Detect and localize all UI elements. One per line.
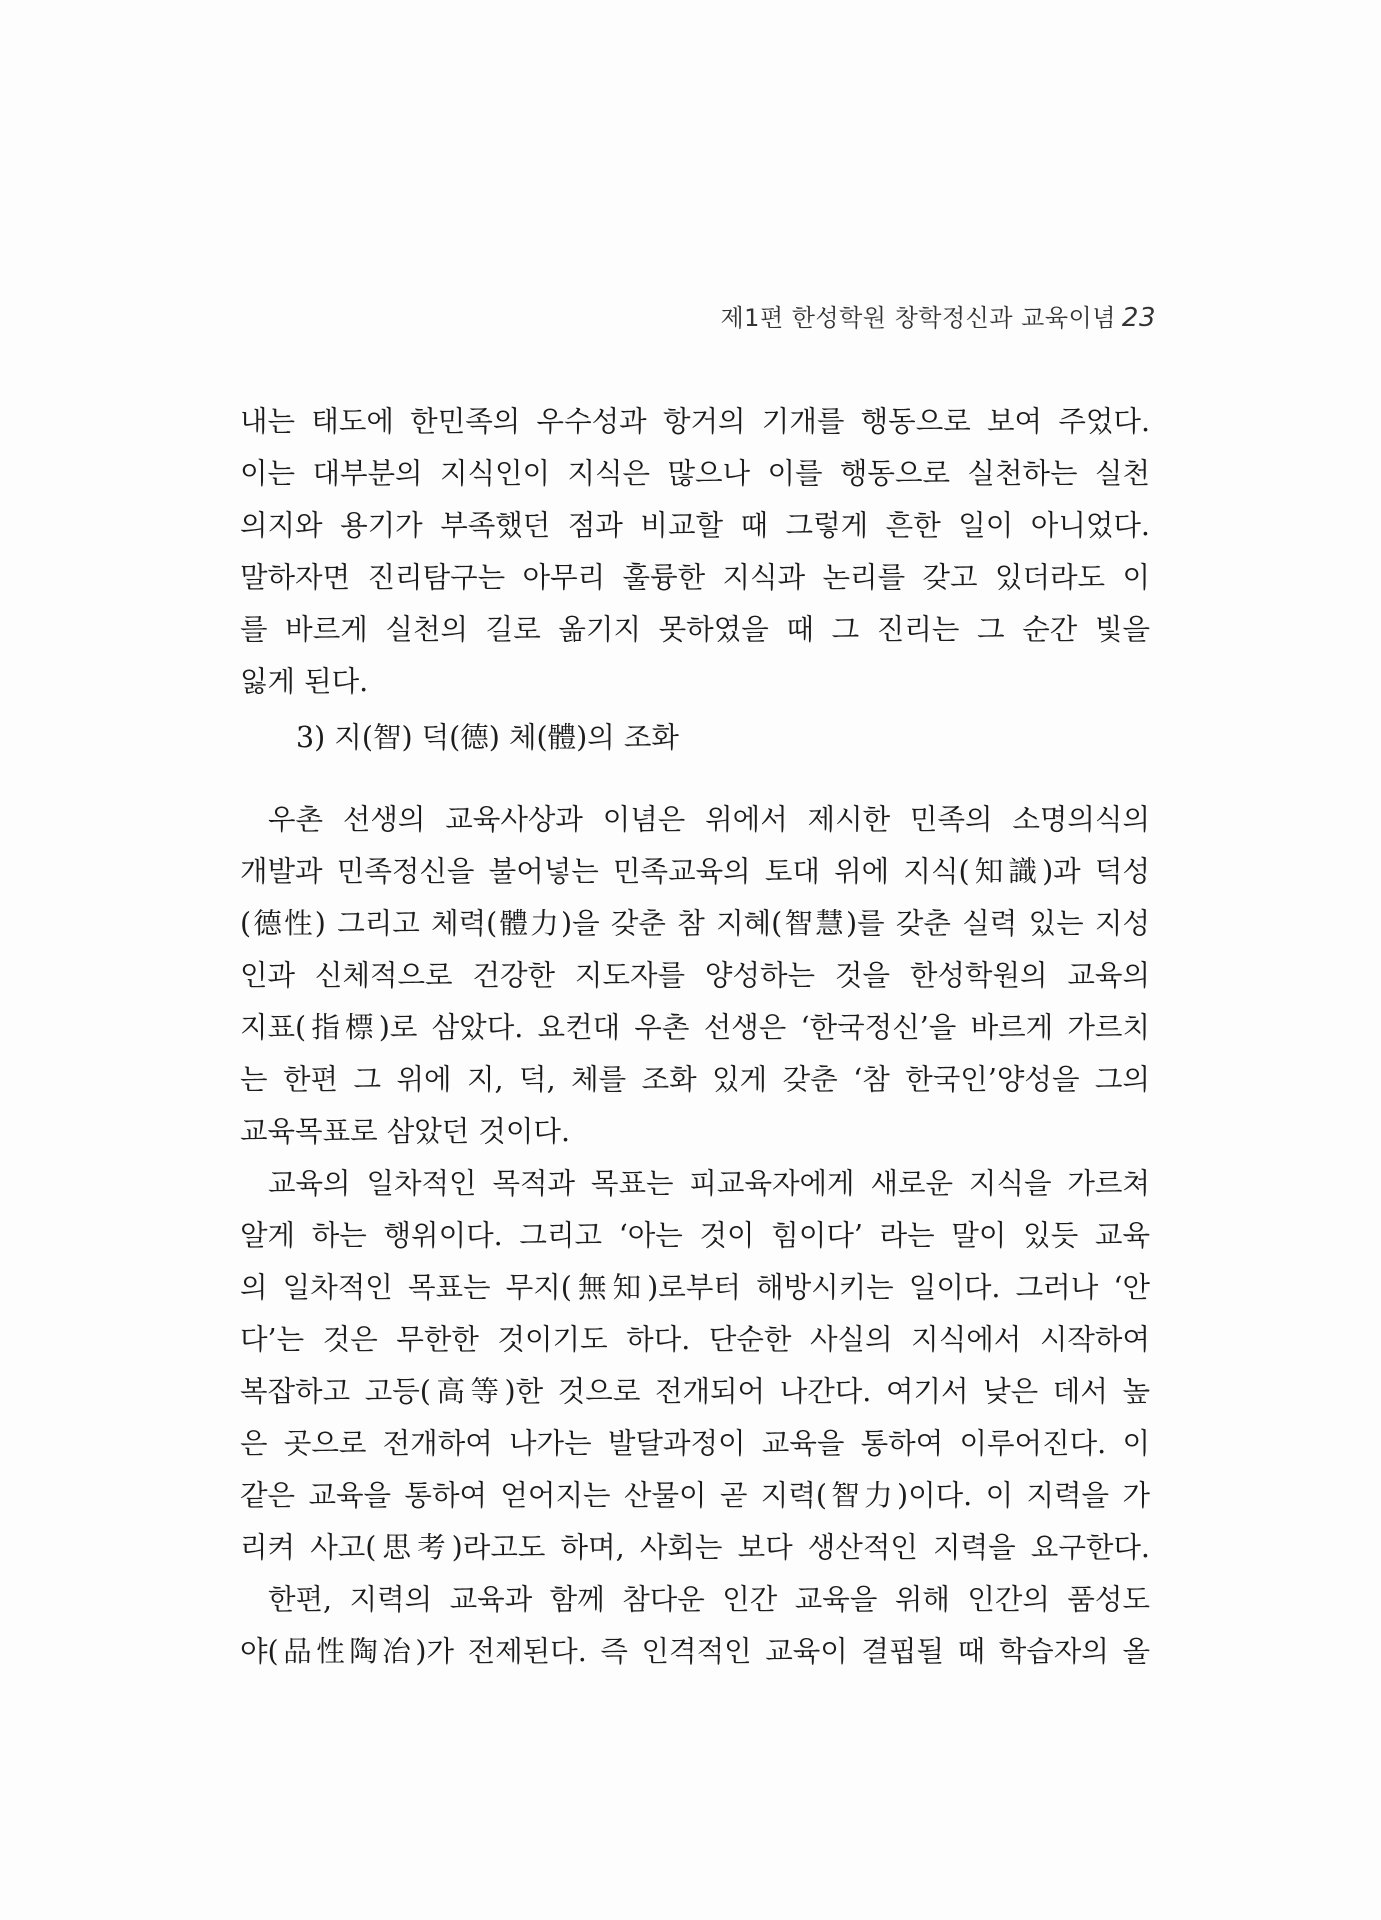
text-line: 복잡하고 고등(高等)한 것으로 전개되어 나간다. 여기서 낮은 데서 높 bbox=[240, 1375, 1150, 1408]
text-line: 잃게 된다. bbox=[240, 665, 369, 698]
text-line: 한편, 지력의 교육과 함께 참다운 인간 교육을 위해 인간의 품성도 bbox=[268, 1583, 1150, 1616]
text-line: 를 바르게 실천의 길로 옮기지 못하였을 때 그 진리는 그 순간 빛을 bbox=[240, 613, 1150, 646]
text-line: 은 곳으로 전개하여 나가는 발달과정이 교육을 통하여 이루어진다. 이 bbox=[240, 1427, 1150, 1460]
section-heading: 3) 지(智) 덕(德) 체(體)의 조화 bbox=[296, 721, 679, 754]
text-line: 같은 교육을 통하여 얻어지는 산물이 곧 지력(智力)이다. 이 지력을 가 bbox=[240, 1479, 1150, 1512]
text-line: 이는 대부분의 지식인이 지식은 많으나 이를 행동으로 실천하는 실천 bbox=[240, 457, 1150, 490]
running-header bbox=[720, 298, 1156, 333]
text-line: 알게 하는 행위이다. 그리고 ‘아는 것이 힘이다’ 라는 말이 있듯 교육 bbox=[240, 1219, 1150, 1252]
text-line: 의지와 용기가 부족했던 점과 비교할 때 그렇게 흔한 일이 아니었다. bbox=[240, 509, 1150, 542]
text-line: 내는 태도에 한민족의 우수성과 항거의 기개를 행동으로 보여 주었다. bbox=[240, 405, 1150, 438]
text-line: 교육의 일차적인 목적과 목표는 피교육자에게 새로운 지식을 가르쳐 bbox=[268, 1167, 1150, 1200]
text-line: 야(品性陶冶)가 전제된다. 즉 인격적인 교육이 결핍될 때 학습자의 올 bbox=[240, 1635, 1150, 1668]
section-body bbox=[240, 794, 1150, 1678]
text-line: (德性) 그리고 체력(體力)을 갖춘 참 지혜(智慧)를 갖춘 실력 있는 지성 bbox=[240, 907, 1150, 940]
page-number: 23 bbox=[1121, 303, 1156, 333]
text-line: 리켜 사고(思考)라고도 하며, 사회는 보다 생산적인 지력을 요구한다. bbox=[240, 1531, 1150, 1564]
text-line: 인과 신체적으로 건강한 지도자를 양성하는 것을 한성학원의 교육의 bbox=[240, 959, 1150, 992]
intro-paragraph bbox=[240, 396, 1150, 708]
text-line: 의 일차적인 목표는 무지(無知)로부터 해방시키는 일이다. 그러나 ‘안 bbox=[240, 1271, 1150, 1304]
text-line: 말하자면 진리탐구는 아무리 훌륭한 지식과 논리를 갖고 있더라도 이 bbox=[240, 561, 1150, 594]
text-line: 개발과 민족정신을 불어넣는 민족교육의 토대 위에 지식(知識)과 덕성 bbox=[240, 855, 1150, 888]
text-line: 다’는 것은 무한한 것이기도 하다. 단순한 사실의 지식에서 시작하여 bbox=[240, 1323, 1150, 1356]
text-line: 는 한편 그 위에 지, 덕, 체를 조화 있게 갖춘 ‘참 한국인’양성을 그의 bbox=[240, 1063, 1150, 1096]
running-title: 제1편 한성학원 창학정신과 교육이념 bbox=[720, 304, 1116, 332]
text-line: 우촌 선생의 교육사상과 이념은 위에서 제시한 민족의 소명의식의 bbox=[268, 803, 1150, 836]
text-line: 지표(指標)로 삼았다. 요컨대 우촌 선생은 ‘한국정신’을 바르게 가르치 bbox=[240, 1011, 1150, 1044]
text-line: 교육목표로 삼았던 것이다. bbox=[240, 1115, 571, 1148]
